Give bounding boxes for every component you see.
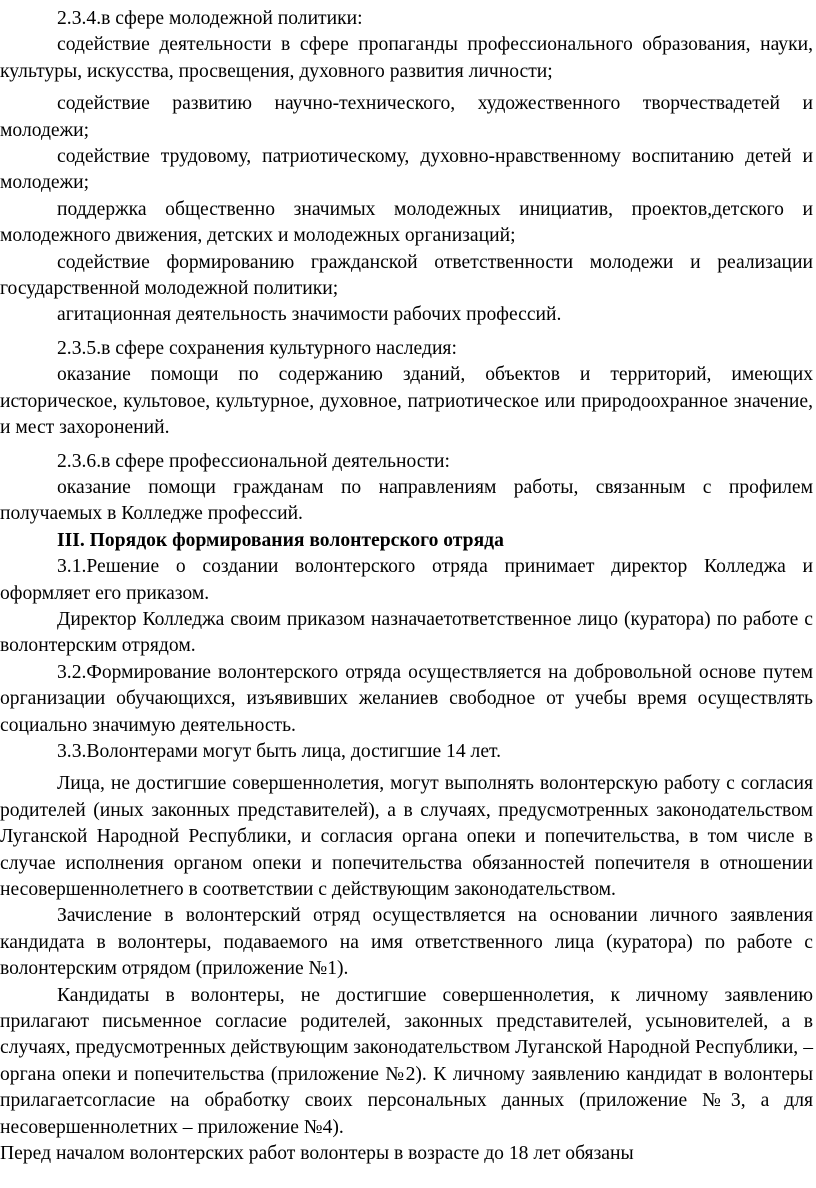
list-item-agitation: агитационная деятельность значимости рабочих профессий. xyxy=(57,304,562,326)
list-item-responsibility: содействие формированию гражданской ответственности молодежи и реализации государственной молодежной политики; xyxy=(0,251,813,300)
section-3-heading: III. Порядок формирования волонтерского отряда xyxy=(57,529,504,551)
subsection-2-3-6-title: 2.3.6.в сфере профессиональной деятельности: xyxy=(57,450,450,472)
paragraph-enrollment: Зачисление в волонтерский отряд осуществляется на основании личного заявления кандидата в волонтеры, подаваемого на имя ответственного лица (куратора) по работе с волонтерским отрядом (приложение №1). xyxy=(0,905,813,980)
paragraph-curator: Директор Колледжа своим приказом назначаетответственное лицо (куратора) по работе с волонтерским отрядом. xyxy=(0,608,813,657)
paragraph-3-3: 3.3.Волонтерами могут быть лица, достигшие 14 лет. xyxy=(57,740,502,762)
list-item-creativity: содействие развитию научно-технического, художественного творчествадетей и молодежи; xyxy=(0,93,813,141)
subsection-2-3-4-title: 2.3.4.в сфере молодежной политики: xyxy=(57,8,363,29)
document-page xyxy=(0,6,813,1167)
paragraph-candidates: Кандидаты в волонтеры, не достигшие совершеннолетия, к личному заявлению прилагают письменное согласие родителей, законных представителей, усыновителей, а в случаях, предусмотренных действующим законодательством Луганской Народной Республики, – органа опеки и попечительства (приложение №2). К личному заявлению кандидат в волонтеры прилагаетсогласие на обработку своих персональных данных (приложение №3, а для несовершеннолетних – приложение №4). xyxy=(0,984,813,1138)
list-item-initiatives: поддержка общественно значимых молодежных инициатив, проектов,детского и молодежного движения, детских и молодежных организаций; xyxy=(0,198,813,247)
paragraph-3-1: 3.1.Решение о создании волонтерского отряда принимает директор Колледжа и оформляет его приказом. xyxy=(0,556,813,604)
subsection-2-3-6-text: оказание помощи гражданам по направлениям работы, связанным с профилем получаемых в Колледже профессий. xyxy=(0,476,813,525)
list-item-education: содействие трудовому, патриотическому, духовно-нравственному воспитанию детей и молодежи; xyxy=(0,146,813,194)
subsection-2-3-5-title: 2.3.5.в сфере сохранения культурного наследия: xyxy=(57,337,457,359)
paragraph-minors: Лица, не достигшие совершеннолетия, могут выполнять волонтерскую работу с согласия родителей (иных законных представителей), а в случаях, предусмотренных законодательством Луганской Народной Республики, и согласия органа опеки и попечительства, в том числе в случае исполнения органом опеки и попечительства обязанностей попечителя в отношении несовершеннолетнего в соответствии с действующим законодательством. xyxy=(0,773,813,900)
paragraph-before-work: Перед началом волонтерских работ волонтеры в возрасте до 18 лет обязаны xyxy=(0,1143,634,1165)
list-item-propaganda: содействие деятельности в сфере пропаганды профессионального образования, науки, культуры, искусства, просвещения, духовного развития личности; xyxy=(0,34,813,82)
subsection-2-3-5-text: оказание помощи по содержанию зданий, объектов и территорий, имеющих историческое, культовое, культурное, духовное, патриотическое или природоохранное значение, и мест захоронений. xyxy=(0,364,813,439)
paragraph-3-2: 3.2.Формирование волонтерского отряда осуществляется на добровольной основе путем организации обучающихся, изъявивших желаниев свободное от учебы время осуществлять социально значимую деятельность. xyxy=(0,661,813,736)
